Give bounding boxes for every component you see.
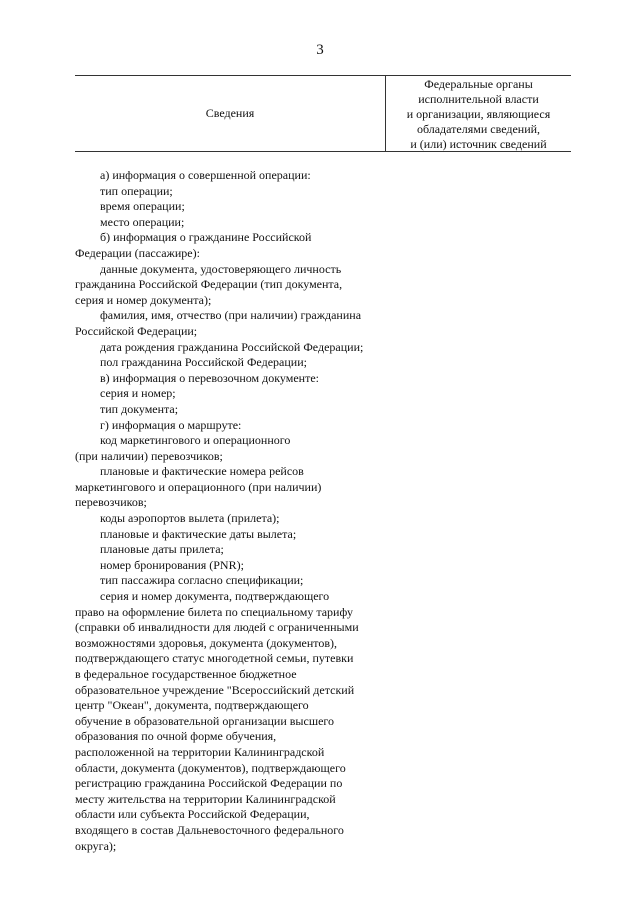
text-line: данные документа, удостоверяющего личность xyxy=(100,261,342,276)
text-line: месту жительства на территории Калининградской xyxy=(75,791,336,806)
text-line: в) информация о перевозочном документе: xyxy=(100,370,319,385)
text-line: право на оформление билета по специальному тарифу xyxy=(75,604,353,619)
text-line: тип документа; xyxy=(100,401,179,416)
text-line: дата рождения гражданина Российской Федерации; xyxy=(100,339,364,354)
text-line: округа); xyxy=(75,838,117,853)
text-line: центр "Океан", документа, подтверждающего xyxy=(75,698,309,713)
text-line: расположенной на территории Калининградской xyxy=(75,744,325,759)
text-line: тип операции; xyxy=(100,183,173,198)
text-line: возможностями здоровья, документа (документов), xyxy=(75,635,338,650)
text-line: тип пассажира согласно спецификации; xyxy=(100,573,304,588)
text-line: образования по очной форме обучения, xyxy=(75,729,277,744)
text-line: б) информация о гражданине Российской xyxy=(100,230,312,245)
text-line: плановые и фактические даты вылета; xyxy=(100,526,297,541)
text-line: номер бронирования (PNR); xyxy=(100,557,244,572)
text-line: а) информация о совершенной операции: xyxy=(100,168,311,182)
table-body-info-column xyxy=(75,168,375,854)
text-line: время операции; xyxy=(100,199,185,214)
text-line: области или субъекта Российской Федерации, xyxy=(75,807,310,822)
text-line: подтверждающего статус многодетной семьи, путевки xyxy=(75,651,354,666)
text-line: регистрацию гражданина Российской Федерации по xyxy=(75,776,343,791)
text-line: Федерации (пассажире): xyxy=(75,245,200,260)
text-line: в федеральное государственное бюджетное xyxy=(75,667,297,681)
text-line: серия и номер; xyxy=(100,386,176,401)
text-line: образовательное учреждение "Всероссийский детский xyxy=(75,682,355,697)
table-header-sources: Федеральные органы исполнительной власти и организации, являющиеся обладателями сведений, и (или) источник сведений xyxy=(406,77,551,151)
text-line: фамилия, имя, отчество (при наличии) гражданина xyxy=(100,308,362,323)
table-header-info: Сведения xyxy=(205,106,255,120)
text-line: г) информация о маршруте: xyxy=(100,417,242,432)
text-line: перевозчиков; xyxy=(75,495,147,510)
text-line: Российской Федерации; xyxy=(75,323,198,338)
table-top-rule xyxy=(75,75,571,76)
text-line: обучение в образовательной организации высшего xyxy=(75,713,335,728)
text-line: серия и номер документа); xyxy=(75,292,212,307)
text-line: плановые даты прилета; xyxy=(100,542,224,557)
text-line: (при наличии) перевозчиков; xyxy=(75,448,223,463)
text-line: коды аэропортов вылета (прилета); xyxy=(100,511,280,526)
text-line: серия и номер документа, подтверждающего xyxy=(100,589,330,604)
text-line: место операции; xyxy=(100,214,185,229)
text-line: (справки об инвалидности для людей с ограниченными xyxy=(75,620,359,635)
text-line: маркетингового и операционного (при наличии) xyxy=(75,479,322,494)
text-line: области, документа (документов), подтверждающего xyxy=(75,760,346,775)
text-line: код маркетингового и операционного xyxy=(100,433,291,448)
table-header-bottom-rule xyxy=(75,151,571,152)
text-line: плановые и фактические номера рейсов xyxy=(100,464,304,479)
text-line: гражданина Российской Федерации (тип документа, xyxy=(75,277,343,292)
text-line: пол гражданина Российской Федерации; xyxy=(100,355,307,370)
page-number: 3 xyxy=(316,42,324,58)
text-line: входящего в состав Дальневосточного федерального xyxy=(75,822,344,837)
